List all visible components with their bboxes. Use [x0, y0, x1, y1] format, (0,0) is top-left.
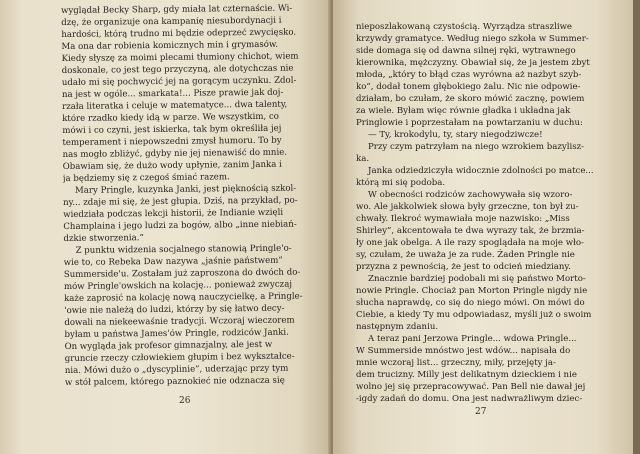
text-line: wiedziała podczas lekcji historii, że Indianie wzięli: [63, 207, 284, 221]
text-line: Janka odziedziczyła widocznie zdolności po matce...: [368, 166, 594, 177]
text-line: każe zaprosić na kolację nową nauczycielkę, a Pringle-: [64, 291, 303, 305]
text-line: — Ty, krokodylu, ty, stary niegodziwcze!: [368, 130, 543, 141]
text-line: Ciebie, a kiedy Ty mu odpowiadasz, myśli już o swoim: [356, 310, 592, 321]
text-line: -igdy zadań do domu. Ona jest nadwrażliwym dziec-: [356, 394, 583, 405]
text-line: hardości, którą trudno mi będzie odeprzeć zwycięsko.: [61, 27, 297, 41]
text-line: ny... zdaje mi się, że jest głupia. Dziś, na przykład, po-: [63, 195, 298, 209]
text-line: nas mogło zbliżyć, gdyby nie jej nienawiść do mnie.: [62, 147, 288, 161]
text-line: które rzadko kiedy idą w parze. We wszystkim, co: [62, 111, 280, 125]
text-line: Mary Pringle, kuzynka Janki, jest pięknością szkol-: [74, 183, 297, 197]
text-line: dzkie stworzenia.”: [63, 233, 144, 245]
text-line: dem trucizny. Milly jest delikatnym dzieckiem i nie: [356, 370, 577, 381]
text-line: dzę, że organizuje ona kampanię niesubordynacji i: [61, 15, 282, 29]
text-line: gruncie rzeczy człowiekiem głupim i bez wykształce-: [64, 352, 295, 365]
right-page-text: [356, 21, 606, 406]
text-line: Summerside'u. Zostałam już zaproszona do dwóch do-: [63, 267, 301, 281]
text-line: następnym zdaniu.: [356, 322, 439, 333]
text-line: słucha naprawdę, co się do niego mówi. On mówi do: [356, 298, 585, 309]
text-line: mówi i co czyni, jest iskierka, tak bym określiła jej: [62, 123, 282, 137]
text-line: dowali na niekeewaśnie tradycji. Wczoraj wieczorem: [64, 315, 295, 329]
text-line: wo. Ale jakkolwiek słowa były grzeczne, ton był zu-: [356, 202, 579, 213]
text-line: nieposzlakowaną czystością. Wyrządza straszliwe: [356, 22, 573, 32]
text-line: doskonale, co jest tego przyczyną, ale dotychczas nie: [61, 63, 294, 77]
text-line: 'owie nie należą do ludzi, którzy by się łatwo decy-: [64, 304, 285, 317]
text-line: za wiele. Byłam więc równie gładka i układna jak: [356, 106, 571, 117]
left-page-number: 26: [179, 396, 191, 406]
text-line: wyglądał Becky Sharp, gdy miała lat czternaście. Wi-: [61, 3, 293, 16]
right-page-number: 27: [475, 407, 487, 417]
text-line: Obawiam się, że dużo wody upłynie, zanim Janka i: [62, 159, 282, 173]
text-line: Znacznie bardziej podobali mi się państwo Morto-: [368, 274, 586, 285]
text-line: Shirley”, akcentowała te dwa wyrazy tak, że brzmia-: [356, 226, 585, 237]
text-line: działam, bo czułam, że skoro mówić zacznę, powiem: [356, 94, 585, 105]
text-line: W obecności rodziców zachowywała się wzoro-: [368, 190, 573, 201]
text-line: Kiedy słyszę za moimi plecami tłumiony chichot, wiem: [61, 51, 299, 65]
text-line: Pringlowie i poprzestałam na powtarzaniu w duchu:: [356, 118, 583, 129]
text-line: byłam u państwa James'ów Pringle, rodziców Janki.: [64, 328, 289, 341]
text-line: przyzna z pewnością, że jest to odcień miedziany.: [356, 262, 571, 273]
text-line: Ma ona dar robienia komicznych min i grymasów.: [61, 39, 279, 53]
text-line: krzywdy gramatyce. Według niego szkoła w Summer-: [356, 34, 589, 45]
text-line: chwały. Ilekroć wymawiała moje nazwisko: „Miss: [356, 214, 570, 225]
page-edge: [633, 0, 640, 454]
text-line: w stół palcem, którego paznokieć nie odznacza się: [64, 376, 285, 389]
text-line: nowie Pringle. Chociaż pan Morton Pringle nigdy nie: [356, 286, 588, 297]
text-line: ko”, dodał tonem głębokiego żalu. Nic nie odpowie-: [356, 82, 581, 93]
text-line: którą mi się podoba.: [356, 178, 446, 189]
text-line: On wygląda jak profesor gimnazjalny, ale jest w: [64, 340, 273, 353]
text-line: młoda, „który to błąd czas wyrówna aż nazbyt szyb-: [356, 70, 582, 81]
text-line: W Summerside mnóstwo jest wdów... napisała do: [356, 346, 571, 357]
text-line: side domaga się od dawna silnej ręki, wytrawnego: [356, 46, 576, 57]
text-line: Z punktu widzenia socjalnego stanowią Pringle'o-: [75, 243, 292, 257]
text-line: ka.: [356, 154, 370, 165]
right-page: [333, 0, 633, 454]
text-line: udało mi się pochwycić jej na gorącym uczynku. Zdol-: [61, 75, 297, 89]
text-line: na jest w ogóle... smarkata!... Pisze prawie jak doj-: [61, 87, 284, 101]
text-line: Przy czym patrzyłam na niego wzrokiem bazylisz-: [368, 142, 585, 153]
left-page-text: [61, 2, 320, 389]
text-line: mów Pringle'owskich na kolację... ponieważ zwyczaj: [63, 279, 293, 293]
text-line: temperament i niepowszedni zmysł humoru. To by: [62, 135, 282, 149]
text-line: rzała literatka i celuje w matematyce... dwa talenty,: [62, 99, 288, 113]
text-line: ja będziemy się z czegoś śmiać razem.: [62, 172, 230, 185]
text-line: kierownika, mężczyzny. Obawiał się, że ja jestem zbyt: [356, 58, 590, 69]
text-line: ły one jak obelga. A ile razy spoglądała na moje wło-: [356, 238, 584, 249]
text-line: mnie wczoraj list... grzeczny, miły, przejęty ja-: [356, 358, 556, 369]
text-line: wie to, co Rebeka Daw nazywa „jaśnie państwem”: [63, 256, 283, 269]
text-line: sy, czułam, że uważa je za rude. Żaden Pringle nie: [356, 250, 575, 261]
text-line: Champlaina i jego ludzi za bogów, albo „inne niebiań-: [63, 219, 297, 233]
text-line: A teraz pani Jerzowa Pringle... wdowa Pringle...: [368, 334, 577, 345]
text-line: nia. Mówi dużo o „dyscyplinie”, uderzając przy tym: [64, 364, 289, 377]
text-line: wolno jej się przepracowywać. Pan Bell nie dawał jej: [356, 382, 586, 393]
